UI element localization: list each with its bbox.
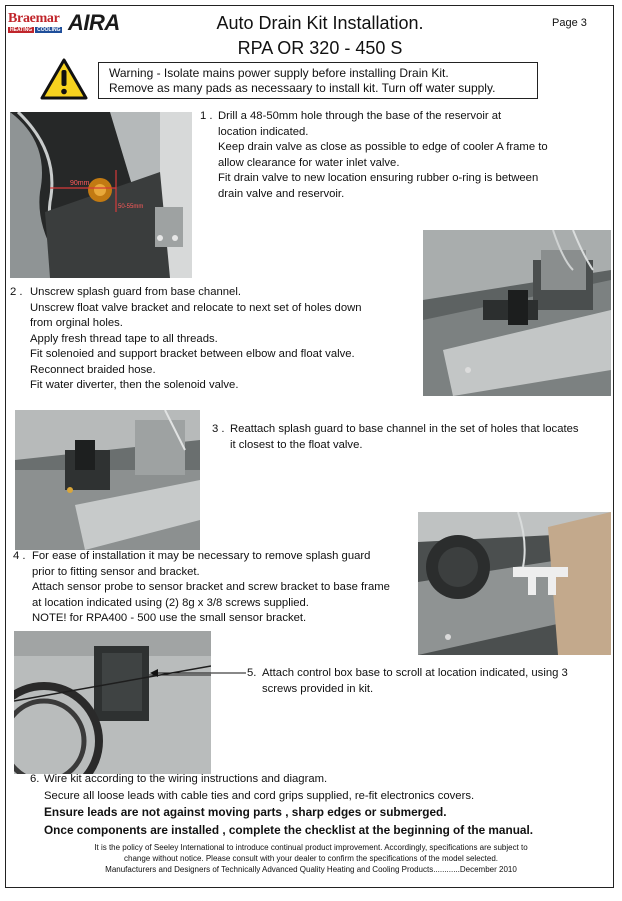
- step-1-line: drain valve and reservoir.: [218, 187, 345, 200]
- step-5-line: Attach control box base to scroll at location indicated, using 3: [262, 667, 568, 679]
- step-2-line: Fit water diverter, then the solenoid valve.: [30, 379, 239, 391]
- photo-solenoid-fitting: [423, 230, 611, 396]
- step-1-number: 1 .: [200, 110, 213, 122]
- step-6-number: 6.: [30, 773, 40, 785]
- step-4-line: For ease of installation it may be necessary to remove splash guard: [32, 550, 371, 562]
- pointer-arrow-icon: [150, 666, 250, 680]
- step-3-number: 3 .: [212, 423, 225, 435]
- step-6-bold-line: Ensure leads are not against moving parts , sharp edges or submerged.: [44, 804, 447, 819]
- step-3-line: it closest to the float valve.: [230, 438, 363, 451]
- step-1-line: allow clearance for water inlet valve.: [218, 156, 400, 169]
- step-4-line: Attach sensor probe to sensor bracket and screw bracket to base frame: [32, 581, 390, 593]
- step-4-line: NOTE! for RPA400 - 500 use the small sensor bracket.: [32, 612, 307, 624]
- step-4-line: at location indicated using (2) 8g x 3/8 screws supplied.: [32, 596, 309, 609]
- step-6-line: Secure all loose leads with cable ties and cord grips supplied, re-fit electronics covers.: [44, 790, 475, 802]
- step-3-line: Reattach splash guard to base channel in the set of holes that locates: [230, 423, 579, 435]
- step-4-number: 4 .: [13, 550, 26, 562]
- braemar-sub-heating: HEATING: [10, 27, 33, 33]
- aira-logo: AIRA: [68, 10, 120, 35]
- step-1-line: Fit drain valve to new location ensuring rubber o-ring is between: [218, 172, 539, 184]
- step-2-line: Reconnect braided hose.: [30, 363, 156, 376]
- braemar-logo-text: Braemar: [8, 11, 60, 26]
- photo-label-90mm: 90mm: [70, 180, 90, 187]
- step-1-line: Drill a 48-50mm hole through the base of the reservoir at: [218, 110, 502, 122]
- braemar-logo: [8, 12, 66, 36]
- step-6-bold-line: Once components are installed , complete the checklist at the beginning of the manual.: [44, 823, 534, 837]
- photo-splash-guard: [15, 410, 200, 550]
- step-5-text: [262, 666, 602, 697]
- footer: [20, 842, 602, 875]
- step-1-line: Keep drain valve as close as possible to edge of cooler A frame to: [218, 141, 548, 153]
- page-number: Page 3: [552, 17, 587, 29]
- step-5-number: 5.: [247, 667, 257, 679]
- braemar-sub-cooling: COOLING: [37, 27, 61, 33]
- page-title-line2: RPA OR 320 - 450 S: [237, 38, 403, 58]
- photo-drill-location: [10, 112, 192, 278]
- step-6-text-more: [44, 789, 604, 839]
- page-title-line1: Auto Drain Kit Installation.: [216, 13, 424, 33]
- step-2-line: Apply fresh thread tape to all threads.: [30, 332, 218, 345]
- photo-label-50-55mm: 50-55mm: [118, 204, 144, 210]
- step-1: [200, 109, 213, 125]
- step-2-line: from orginal holes.: [30, 317, 123, 329]
- step-1-line: location indicated.: [218, 125, 309, 138]
- step-6-line: Wire kit according to the wiring instructions and diagram.: [44, 773, 328, 785]
- step-2-text: [30, 285, 420, 394]
- photo-control-box: [14, 631, 211, 774]
- step-4-line: prior to fitting sensor and bracket.: [32, 565, 200, 578]
- step-2-line: Unscrew float valve bracket and relocate to next set of holes down: [30, 301, 362, 314]
- step-5-line: screws provided in kit.: [262, 682, 374, 695]
- photo-sensor-bracket: [418, 512, 611, 655]
- warning-line-2: Remove as many pads as necessaary to install kit. Turn off water supply.: [109, 81, 496, 95]
- footer-line: It is the policy of Seeley International to introduce continual product improvement. Accordingly, specifications are subject to: [94, 843, 528, 852]
- warning-box: [98, 62, 538, 99]
- step-4-text: [32, 549, 412, 627]
- step-2-line: Unscrew splash guard from base channel.: [30, 286, 241, 298]
- warning-line-1: Warning - Isolate mains power supply before installing Drain Kit.: [109, 66, 449, 80]
- step-6-text: [44, 772, 604, 788]
- footer-line: Manufacturers and Designers of Technically Advanced Quality Heating and Cooling Products............December 2010: [105, 865, 517, 874]
- warning-triangle-icon: [40, 58, 88, 100]
- footer-line: change without notice. Please consult with your dealer to confirm the specifications of the model selected.: [124, 854, 498, 863]
- step-2-number: 2 .: [10, 286, 23, 298]
- step-3-text: [230, 422, 610, 453]
- step-2-line: Fit solenoied and support bracket between elbow and float valve.: [30, 348, 355, 360]
- step-1-text: [218, 109, 598, 202]
